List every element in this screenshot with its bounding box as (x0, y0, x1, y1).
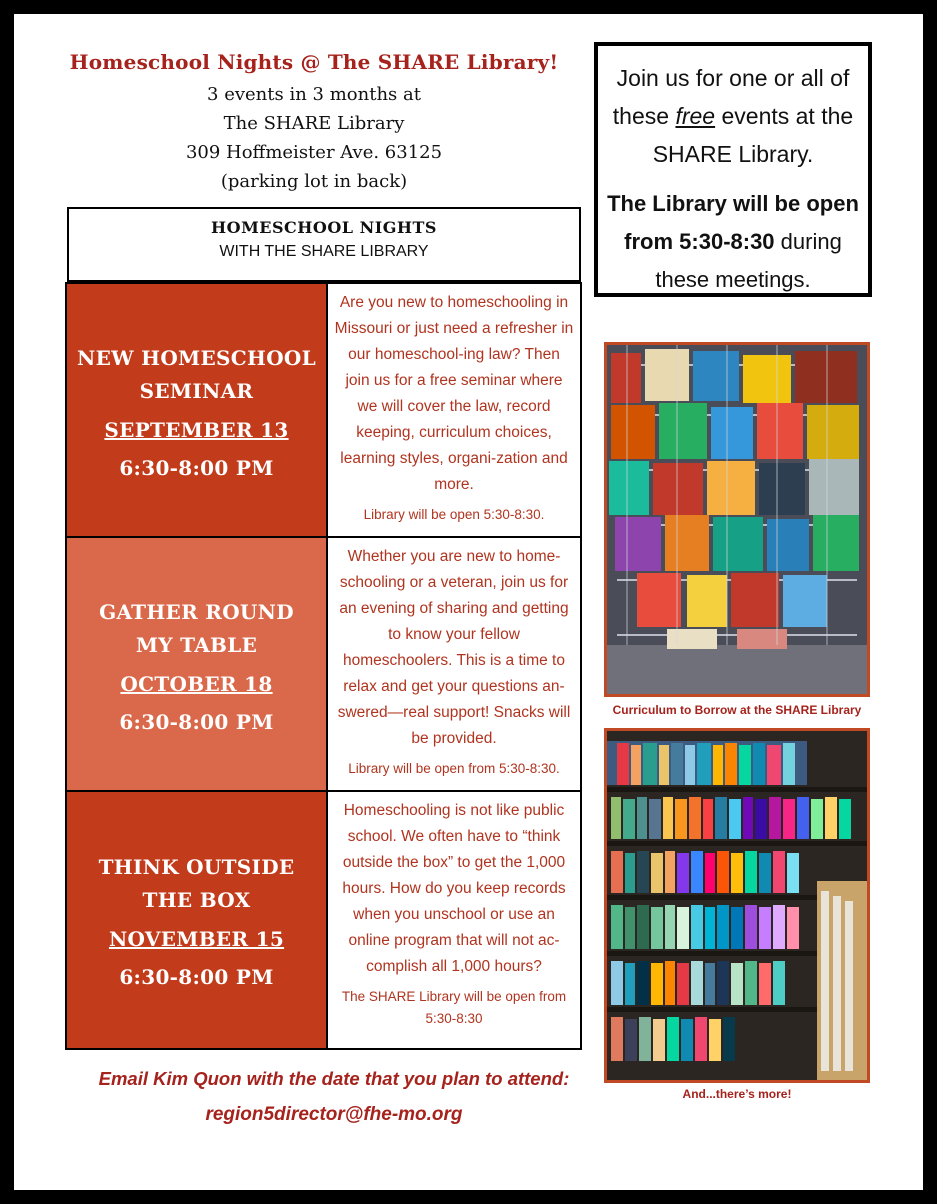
event-library-note: Library will be open from 5:30-8:30. (348, 761, 560, 776)
bookshelves-image (607, 731, 867, 1080)
library-hours-tail: during these meetings. (655, 229, 842, 292)
event-description-cell (328, 284, 580, 538)
join-text-part-a: Join us for one or all of these (612, 65, 850, 129)
event-description-cell (328, 538, 580, 792)
event-library-note: The SHARE Library will be open from 5:30-8:30 (341, 989, 567, 1026)
schedule-title: HOMESCHOOL NIGHTS (211, 218, 437, 237)
header-address: 309 Hoffmeister Ave. 63125 (185, 142, 443, 163)
flyer-page (14, 14, 923, 1190)
event-description: Homeschooling is not like public school. We often have to “think outside the box” to get the 1,000 hours. How do you keep records when you unschool or use an online program that will not ac-complish all 1,000 hours? (342, 802, 566, 975)
join-us-text (598, 59, 868, 173)
event-name-line-2: THE BOX (142, 888, 251, 912)
curriculum-rack-photo (604, 342, 870, 697)
event-name: THINK OUTSIDE (98, 855, 295, 879)
header-line-2: The SHARE Library (223, 113, 405, 134)
event-description: Whether you are new to home-schooling or a veteran, join us for an evening of sharing and getting to know your fellow homeschoolers. This is a time to relax and get your questions an-swered—real support! Snacks will be provided. (337, 548, 571, 747)
event-title-cell (67, 538, 328, 792)
schedule-table-header (67, 207, 581, 282)
event-date: OCTOBER 18 (120, 672, 273, 696)
join-us-box (594, 42, 872, 297)
event-date: NOVEMBER 15 (108, 927, 285, 951)
event-description: Are you new to homeschooling in Missouri or just need a refresher in our homeschool-ing law? Then join us for a free seminar where we will cover the law, record keeping, curriculum choices, learning styles, organi-zation and more. (334, 294, 574, 493)
event-time: 6:30-8:00 PM (119, 710, 274, 734)
event-title-cell (67, 284, 328, 538)
join-text-part-b: events at the SHARE Library. (652, 103, 854, 167)
event-time: 6:30-8:00 PM (119, 965, 274, 989)
event-row (65, 282, 582, 540)
library-hours-bold: The Library will be open from 5:30-8:30 (607, 191, 859, 254)
event-date: SEPTEMBER 13 (104, 418, 289, 442)
curriculum-photo-caption: Curriculum to Borrow at the SHARE Library (612, 703, 862, 717)
flyer-header (44, 50, 584, 196)
flyer-title: Homeschool Nights @ The SHARE Library! (69, 50, 559, 74)
event-library-note: Library will be open 5:30-8:30. (363, 507, 545, 522)
bookshelves-photo (604, 728, 870, 1083)
free-emphasis: free (675, 103, 716, 129)
library-hours-text (598, 185, 868, 299)
rsvp-instructions: Email Kim Quon with the date that you plan to attend: (98, 1068, 570, 1089)
event-description-cell (328, 792, 580, 1048)
event-time: 6:30-8:00 PM (119, 456, 274, 480)
event-name: NEW HOMESCHOOL (76, 346, 316, 370)
schedule-subtitle: WITH THE SHARE LIBRARY (219, 243, 429, 260)
header-parking-note: (parking lot in back) (220, 171, 408, 192)
event-name: GATHER ROUND (99, 600, 294, 624)
event-name-line-2: SEMINAR (139, 379, 254, 403)
event-row (65, 790, 582, 1050)
header-line-1: 3 events in 3 months at (207, 84, 421, 105)
event-name-line-2: MY TABLE (135, 633, 258, 657)
more-photo-caption: And...there’s more! (682, 1087, 792, 1101)
curriculum-rack-image (607, 345, 867, 694)
event-title-cell (67, 792, 328, 1048)
rsvp-email-link[interactable]: region5director@fhe-mo.org (205, 1104, 463, 1125)
rsvp-footer (44, 1068, 624, 1126)
event-row (65, 536, 582, 794)
